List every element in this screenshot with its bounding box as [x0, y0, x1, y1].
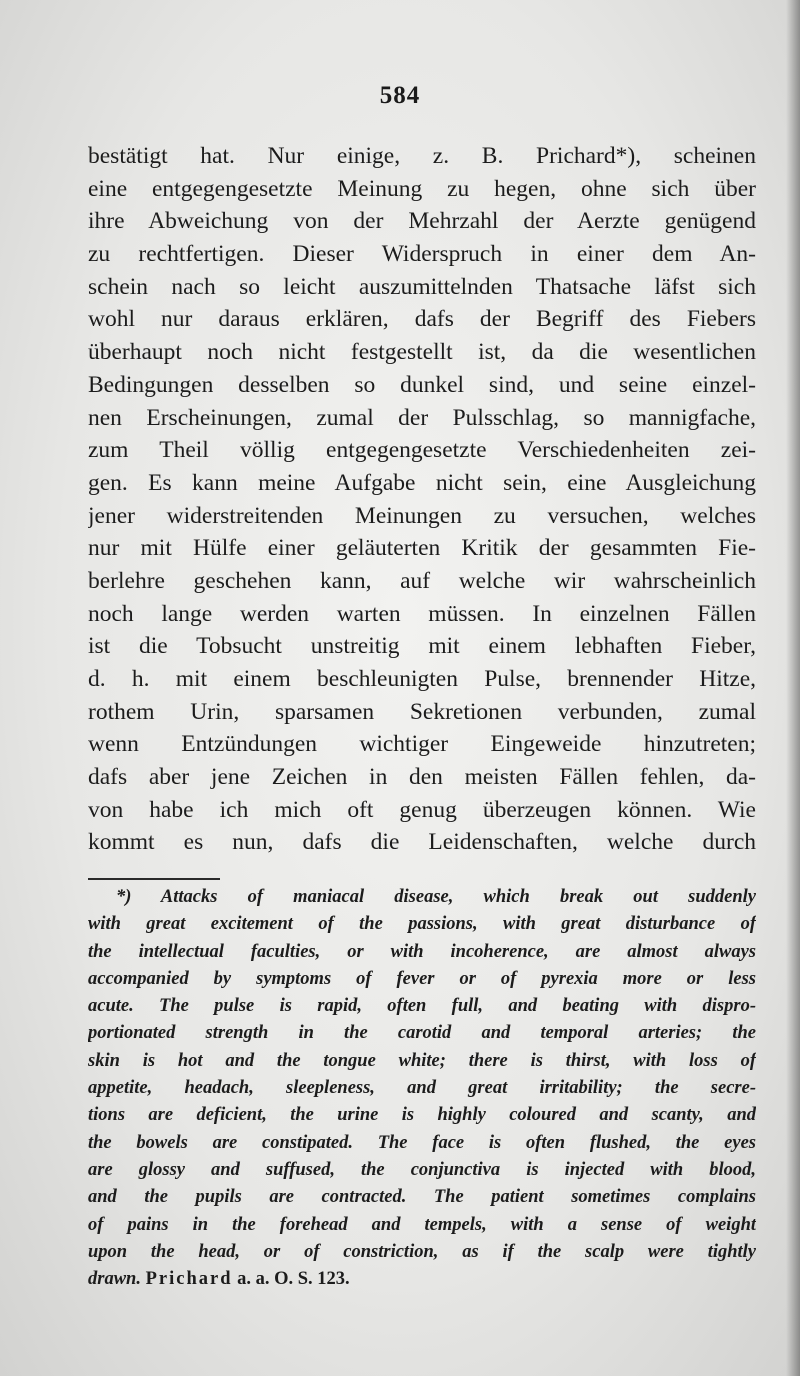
page-number: 584: [379, 82, 421, 109]
footnote-line: *) Attacks of maniacal disease, which break out suddenly: [116, 887, 756, 907]
text-line: eine entgegengesetzte Meinung zu hegen, ohne sich über: [88, 175, 756, 202]
text-line: gen. Es kann meine Aufgabe nicht sein, eine Ausgleichung: [88, 469, 756, 496]
footnote-line: accompanied by symptoms of fever or of pyrexia more or less: [88, 968, 756, 989]
footnote-last-line: [88, 1266, 756, 1293]
footnote-line: the intellectual faculties, or with incoherence, are almost always: [88, 941, 756, 962]
footnote-line: tions are deficient, the urine is highly coloured and scanty, and: [88, 1105, 756, 1126]
text-line: nen Erscheinungen, zumal der Pulsschlag, so mannigfache,: [88, 404, 756, 431]
text-line: wenn Entzündungen wichtiger Eingeweide hinzutreten;: [88, 731, 756, 758]
text-line: berlehre geschehen kann, auf welche wir wahrscheinlich: [88, 567, 756, 594]
footnote-line: and the pupils are contracted. The patient sometimes complains: [88, 1187, 756, 1208]
text-line: von habe ich mich oft genug überzeugen können. Wie: [88, 796, 756, 823]
footnote-last-italic: drawn.: [88, 1269, 141, 1290]
text-line: wohl nur daraus erklären, dafs der Begriff des Fiebers: [88, 306, 756, 333]
text-line: jener widerstreitenden Meinungen zu versuchen, welches: [88, 502, 756, 529]
footnote-line: appetite, headach, sleepleness, and great irritability; the secre-: [88, 1078, 756, 1099]
footnote-line: acute. The pulse is rapid, often full, and beating with dispro-: [88, 996, 756, 1017]
text-line: zu rechtfertigen. Dieser Widerspruch in einer dem An-: [88, 241, 756, 268]
footnote-line: with great excitement of the passions, with great disturbance of: [88, 914, 756, 935]
footnote-line: are glossy and suffused, the conjunctiva is injected with blood,: [88, 1159, 756, 1180]
text-line: ist die Tobsucht unstreitig mit einem lebhaften Fieber,: [88, 633, 756, 660]
footnote: [88, 884, 756, 1293]
text-line: überhaupt noch nicht festgestellt ist, da die wesentlichen: [88, 339, 756, 366]
footnote-line: skin is hot and the tongue white; there is thirst, with loss of: [88, 1050, 756, 1071]
footnote-author: Prichard: [145, 1269, 233, 1290]
text-line: ihre Abweichung von der Mehrzahl der Aerzte genügend: [88, 208, 756, 235]
text-line: noch lange werden warten müssen. In einzelnen Fällen: [88, 600, 756, 627]
text-line: kommt es nun, dafs die Leidenschaften, welche durch: [88, 829, 756, 856]
footnote-line: the bowels are constipated. The face is often flushed, the eyes: [88, 1132, 756, 1153]
text-line: dafs aber jene Zeichen in den meisten Fällen fehlen, da-: [88, 764, 756, 791]
footnote-citation: a. a. O. S. 123.: [237, 1269, 350, 1290]
text-line: Bedingungen desselben so dunkel sind, und seine einzel-: [88, 371, 756, 398]
footnote-line: portionated strength in the carotid and temporal arteries; the: [88, 1023, 756, 1044]
text-line: rothem Urin, sparsamen Sekretionen verbunden, zumal: [88, 698, 756, 725]
footnote-line: upon the head, or of constriction, as if the scalp were tightly: [88, 1241, 756, 1262]
text-line: bestätigt hat. Nur einige, z. B. Prichard*), scheinen: [88, 143, 756, 169]
footnote-divider: [88, 878, 220, 880]
text-line: d. h. mit einem beschleunigten Pulse, brennender Hitze,: [88, 666, 756, 692]
footnote-line: of pains in the forehead and tempels, with a sense of weight: [88, 1214, 756, 1235]
text-line: schein nach so leicht auszumittelnden Thatsache läfst sich: [88, 273, 756, 300]
text-line: zum Theil völlig entgegengesetzte Verschiedenheiten zei-: [88, 437, 756, 464]
text-line: nur mit Hülfe einer geläuterten Kritik der gesammten Fie-: [88, 535, 756, 562]
main-text: [88, 140, 756, 859]
